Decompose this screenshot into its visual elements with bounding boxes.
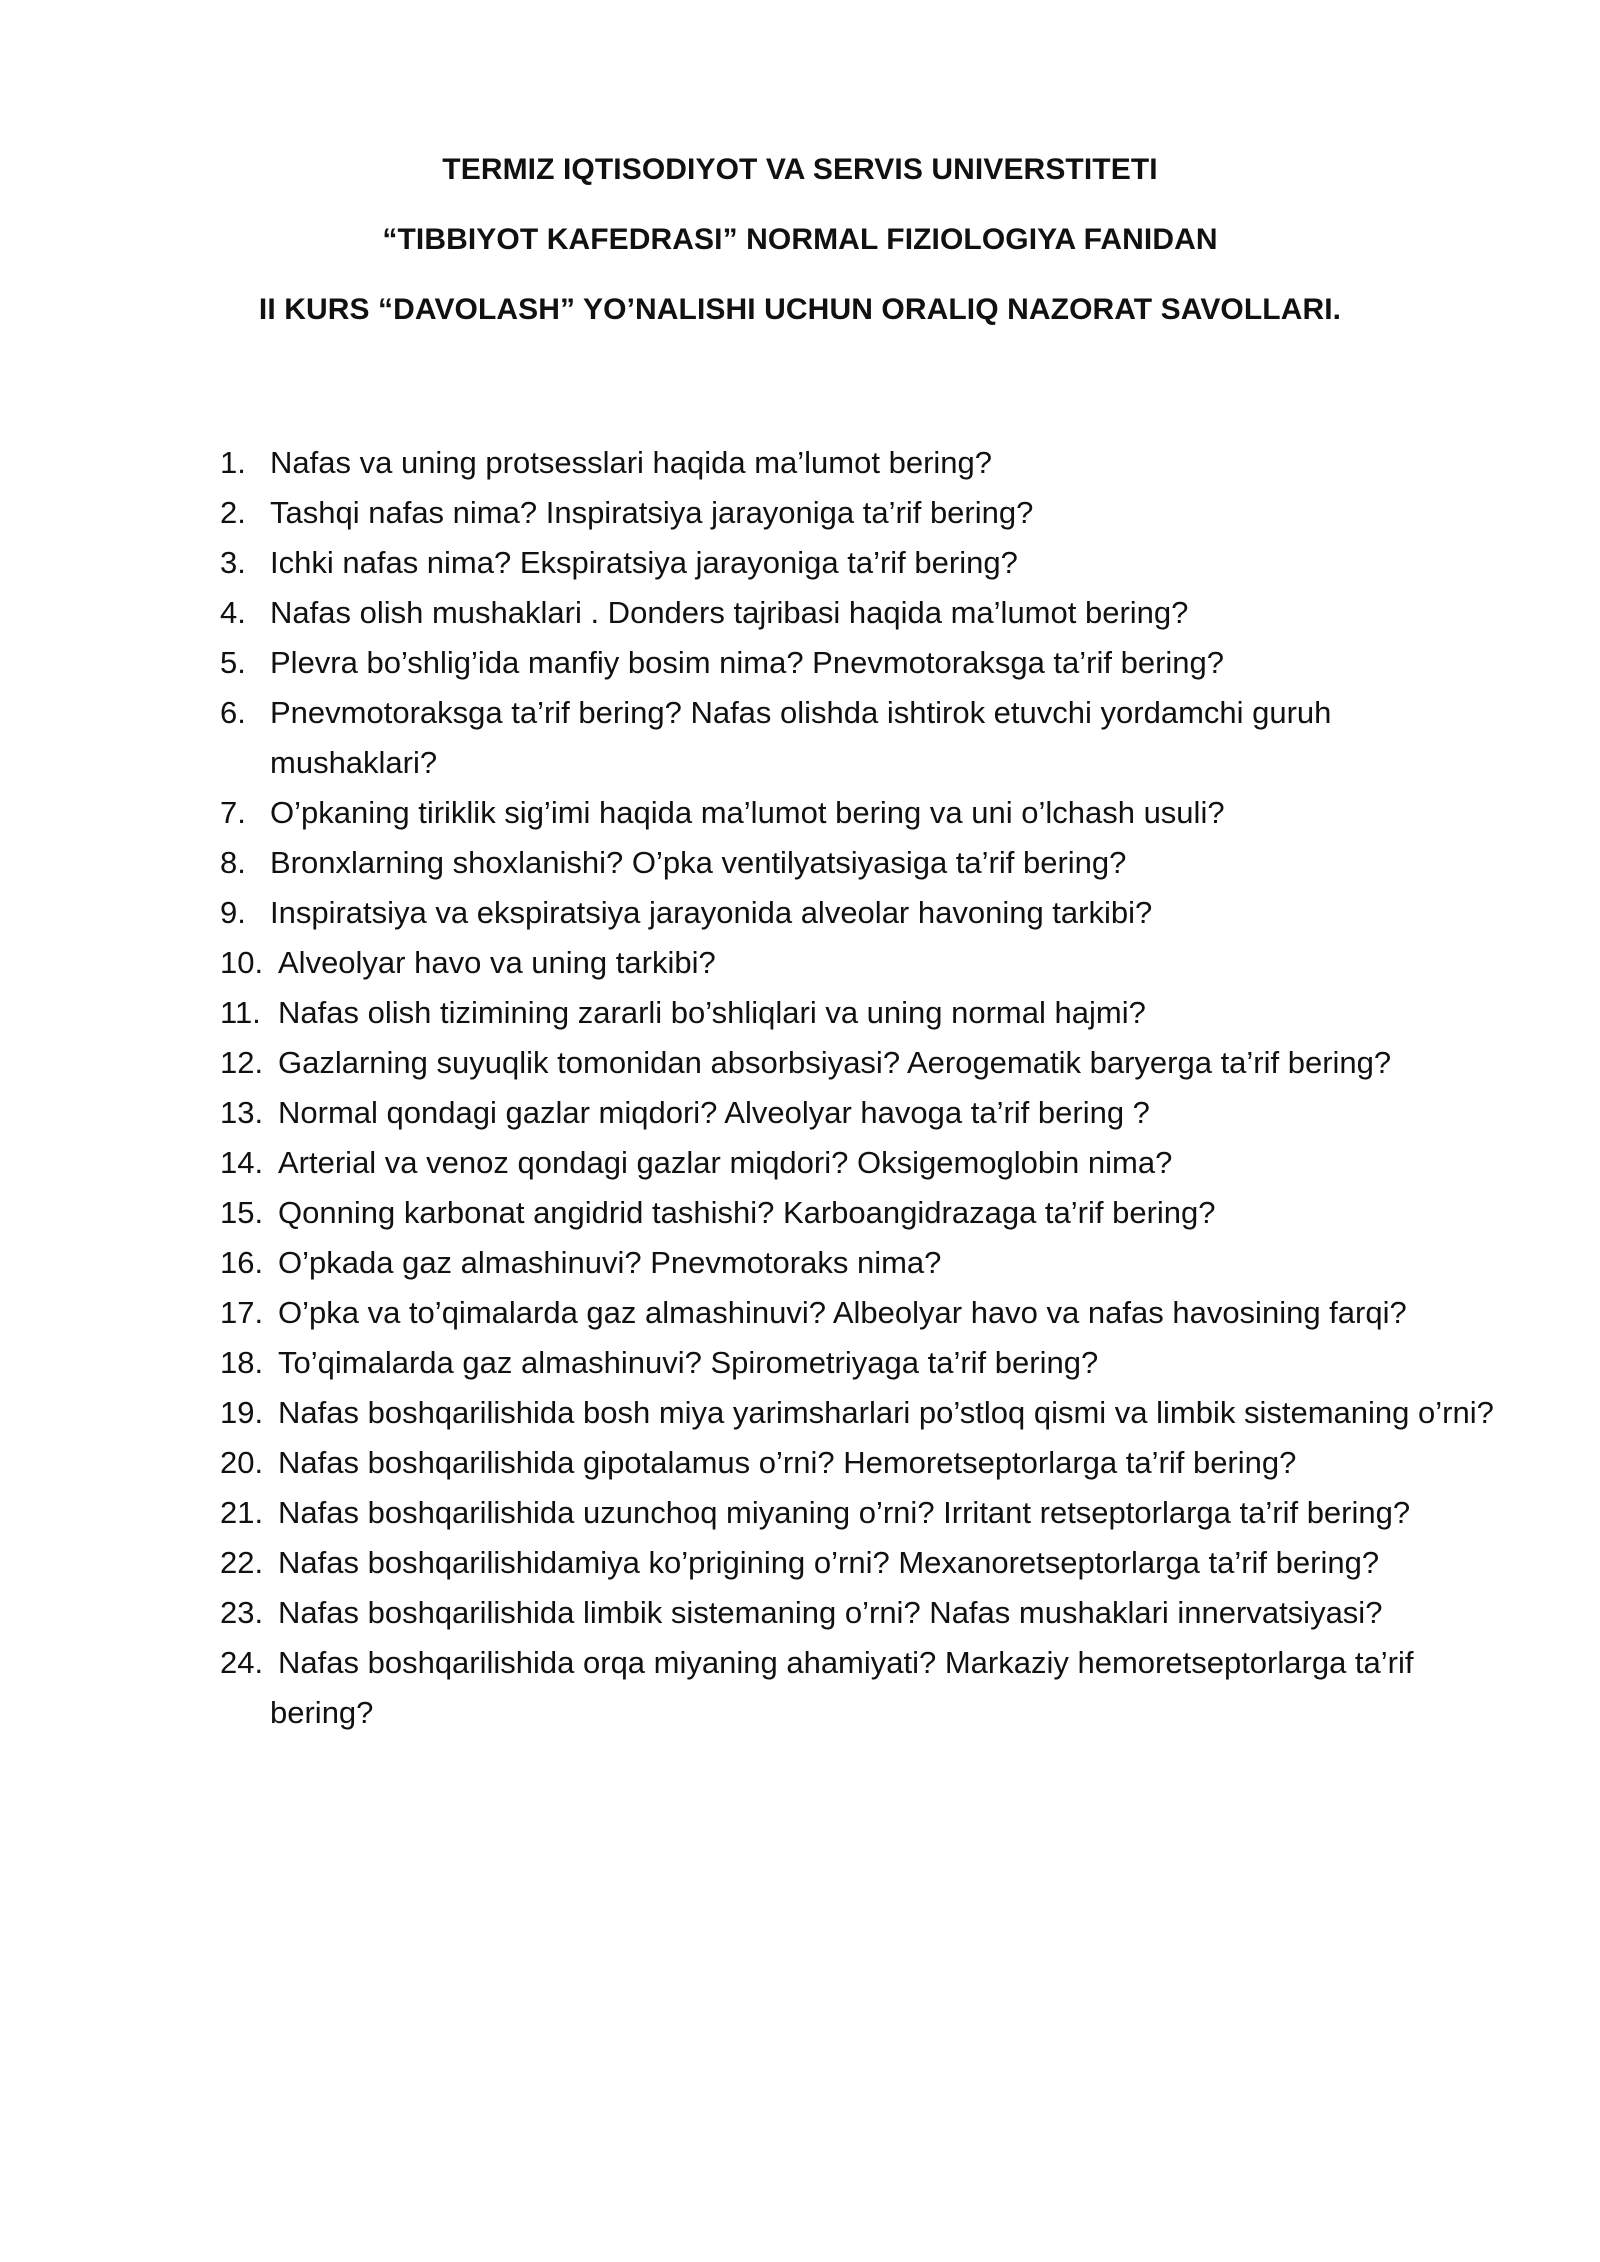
question-list (220, 438, 1500, 1738)
question-number: 22. (220, 1545, 264, 1580)
question-item (220, 1338, 1500, 1388)
question-item (220, 538, 1500, 588)
question-item (220, 938, 1500, 988)
question-number: 2. (220, 495, 246, 530)
question-number: 8. (220, 845, 246, 880)
question-item (220, 1238, 1500, 1288)
question-number: 14. (220, 1145, 264, 1180)
question-text: To’qimalarda gaz almashinuvi? Spirometriyaga ta’rif bering? (278, 1345, 1099, 1380)
question-text: Arterial va venoz qondagi gazlar miqdori? Oksigemoglobin nima? (278, 1145, 1173, 1180)
question-item (220, 788, 1500, 838)
question-item (220, 1388, 1500, 1438)
question-text: Tashqi nafas nima? Inspiratsiya jarayoniga ta’rif bering? (270, 495, 1034, 530)
question-item (220, 1638, 1500, 1738)
question-item (220, 1088, 1500, 1138)
question-number: 5. (220, 645, 246, 680)
question-text: Plevra bo’shlig’ida manfiy bosim nima? Pnevmotoraksga ta’rif bering? (270, 645, 1225, 680)
question-number: 17. (220, 1295, 264, 1330)
question-text: Nafas boshqarilishida gipotalamus o’rni? Hemoretseptorlarga ta’rif bering? (278, 1445, 1297, 1480)
question-text: Bronxlarning shoxlanishi? O’pka ventilyatsiyasiga ta’rif bering? (270, 845, 1127, 880)
department-subject-title: “TIBBIYOT KAFEDRASI” NORMAL FIZIOLOGIYA FANIDAN (382, 223, 1218, 256)
question-item (220, 488, 1500, 538)
question-item (220, 588, 1500, 638)
question-number: 18. (220, 1345, 264, 1380)
question-number: 1. (220, 445, 246, 480)
question-text: Gazlarning suyuqlik tomonidan absorbsiyasi? Aerogematik baryerga ta’rif bering? (278, 1045, 1392, 1080)
question-item (220, 888, 1500, 938)
question-item (220, 1138, 1500, 1188)
question-number: 15. (220, 1195, 264, 1230)
question-text: Nafas olish mushaklari . Donders tajribasi haqida ma’lumot bering? (270, 595, 1189, 630)
question-text: Qonning karbonat angidrid tashishi? Karboangidrazaga ta’rif bering? (278, 1195, 1216, 1230)
question-item (220, 1438, 1500, 1488)
question-text: Inspiratsiya va ekspiratsiya jarayonida alveolar havoning tarkibi? (270, 895, 1153, 930)
question-item (220, 438, 1500, 488)
question-item (220, 1538, 1500, 1588)
question-text: Alveolyar havo va uning tarkibi? (278, 945, 716, 980)
question-item (220, 1588, 1500, 1638)
question-text: O’pkaning tiriklik sig’imi haqida ma’lumot bering va uni o’lchash usuli? (270, 795, 1225, 830)
question-text: Nafas boshqarilishida orqa miyaning ahamiyati? Markaziy hemoretseptorlarga ta’rif bering? (270, 1645, 1414, 1730)
question-text: Nafas boshqarilishida bosh miya yarimsharlari po’stloq qismi va limbik sistemaning o’rni? (278, 1395, 1494, 1430)
question-number: 7. (220, 795, 246, 830)
question-number: 23. (220, 1595, 264, 1630)
question-number: 24. (220, 1645, 264, 1680)
question-number: 19. (220, 1395, 264, 1430)
question-number: 12. (220, 1045, 264, 1080)
question-number: 9. (220, 895, 246, 930)
question-item (220, 638, 1500, 688)
question-number: 10. (220, 945, 264, 980)
question-text: Nafas olish tizimining zararli bo’shliqlari va uning normal hajmi? (278, 995, 1146, 1030)
question-text: Nafas boshqarilishida uzunchoq miyaning o’rni? Irritant retseptorlarga ta’rif bering? (278, 1495, 1411, 1530)
question-text: Ichki nafas nima? Ekspiratsiya jarayoniga ta’rif bering? (270, 545, 1018, 580)
question-number: 6. (220, 695, 246, 730)
question-text: Nafas boshqarilishida limbik sistemaning o’rni? Nafas mushaklari innervatsiyasi? (278, 1595, 1383, 1630)
question-text: Nafas boshqarilishidamiya ko’prigining o’rni? Mexanoretseptorlarga ta’rif bering? (278, 1545, 1380, 1580)
question-number: 13. (220, 1095, 264, 1130)
document-header (0, 150, 1600, 360)
university-title: TERMIZ IQTISODIYOT VA SERVIS UNIVERSTITETI (442, 153, 1158, 186)
question-item (220, 1038, 1500, 1088)
question-number: 3. (220, 545, 246, 580)
question-number: 11. (220, 995, 261, 1030)
exam-questions-title: II KURS “DAVOLASH” YO’NALISHI UCHUN ORALIQ NAZORAT SAVOLLARI. (258, 293, 1342, 326)
question-text: Normal qondagi gazlar miqdori? Alveolyar havoga ta’rif bering ? (278, 1095, 1150, 1130)
question-number: 4. (220, 595, 246, 630)
question-item (220, 688, 1500, 788)
question-text: Pnevmotoraksga ta’rif bering? Nafas olishda ishtirok etuvchi yordamchi guruh mushaklari? (270, 695, 1332, 780)
question-item (220, 1488, 1500, 1538)
question-number: 16. (220, 1245, 264, 1280)
question-number: 20. (220, 1445, 264, 1480)
question-item (220, 838, 1500, 888)
question-number: 21. (220, 1495, 264, 1530)
question-item (220, 988, 1500, 1038)
question-text: O’pka va to’qimalarda gaz almashinuvi? Albeolyar havo va nafas havosining farqi? (278, 1295, 1407, 1330)
question-item (220, 1288, 1500, 1338)
question-text: O’pkada gaz almashinuvi? Pnevmotoraks nima? (278, 1245, 942, 1280)
question-text: Nafas va uning protsesslari haqida ma’lumot bering? (270, 445, 993, 480)
question-item (220, 1188, 1500, 1238)
